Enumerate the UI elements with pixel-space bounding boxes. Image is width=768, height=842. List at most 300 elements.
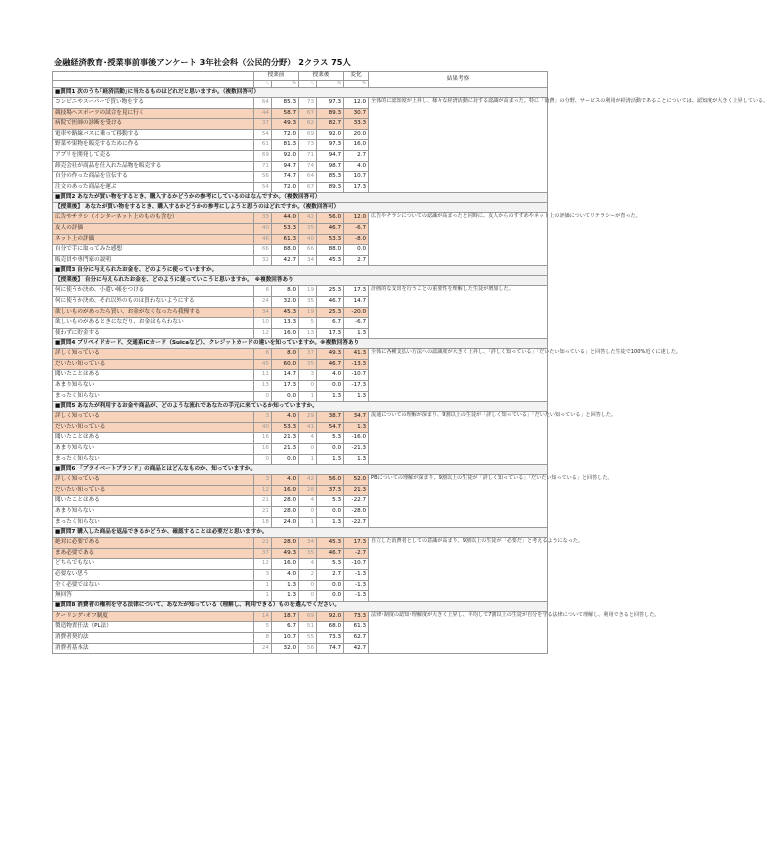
- answer-label: アプリを開発して売る: [53, 150, 254, 161]
- change-value: 1.3: [344, 422, 369, 433]
- answer-label: 注文のあった商品を運ぶ: [53, 182, 254, 193]
- post-percent: 45.3: [317, 255, 344, 266]
- change-value: 30.7: [344, 108, 369, 119]
- post-percent: 4.0: [317, 370, 344, 381]
- pre-count: 71: [254, 161, 272, 172]
- post-count: 42: [299, 213, 317, 224]
- pre-count: 54: [254, 129, 272, 140]
- question-row: [53, 601, 548, 611]
- pre-percent: 88.0: [272, 245, 299, 256]
- pre-count: 1: [254, 591, 272, 602]
- question-text: ■質問4 プリペイドカード、交通系ICカード（Suicaなど）、クレジットカードの違いを知っていますか。※複数回答あり: [53, 339, 548, 349]
- pre-count: 34: [254, 307, 272, 318]
- post-count: 0: [299, 580, 317, 591]
- change-value: 61.3: [344, 622, 369, 633]
- change-value: 62.7: [344, 632, 369, 643]
- post-percent: 0.0: [317, 444, 344, 455]
- pre-count: 40: [254, 422, 272, 433]
- header-change: 変化: [344, 72, 369, 81]
- pre-count: 44: [254, 108, 272, 119]
- pre-percent: 60.0: [272, 359, 299, 370]
- pre-count: 5: [254, 622, 272, 633]
- answer-label: 詳しく知っている: [53, 475, 254, 486]
- post-percent: 5.3: [317, 559, 344, 570]
- change-value: -20.0: [344, 307, 369, 318]
- change-value: 0.0: [344, 245, 369, 256]
- pre-percent: 32.0: [272, 643, 299, 654]
- post-count: 56: [299, 643, 317, 654]
- answer-label: まあ必要である: [53, 548, 254, 559]
- question-row: [53, 203, 548, 213]
- pre-percent: 42.7: [272, 255, 299, 266]
- answer-label: だいたい知っている: [53, 422, 254, 433]
- question-text: ■質問7 購入した商品を返品できるかどうか、確認することは必要だと思いますか。: [53, 528, 548, 538]
- pre-count: 54: [254, 182, 272, 193]
- answer-label: 競技場へスポーツの試合を見に行く: [53, 108, 254, 119]
- post-percent: 53.3: [317, 234, 344, 245]
- answer-label: 消費者基本法: [53, 643, 254, 654]
- post-count: 73: [299, 140, 317, 151]
- answer-label: 詳しく知っている: [53, 349, 254, 360]
- question-text: ■質問3 自分に与えられたお金を、どのように使っていますか。: [53, 266, 548, 276]
- survey-results-table: [52, 71, 768, 654]
- post-percent: 46.7: [317, 296, 344, 307]
- change-value: -16.0: [344, 433, 369, 444]
- post-percent: 46.7: [317, 359, 344, 370]
- answer-label: 欲しいものがあったら買い、お金がなくなったら我慢する: [53, 307, 254, 318]
- post-count: 0: [299, 507, 317, 518]
- pre-percent: 4.0: [272, 569, 299, 580]
- post-count: 29: [299, 412, 317, 423]
- pre-percent: 6.7: [272, 622, 299, 633]
- table-row: [53, 349, 548, 360]
- post-count: 71: [299, 150, 317, 161]
- pre-percent: 28.0: [272, 496, 299, 507]
- post-percent: 88.0: [317, 245, 344, 256]
- pre-count: 69: [254, 150, 272, 161]
- table-body: [53, 88, 768, 654]
- table-row: [53, 98, 548, 109]
- post-percent: 17.3: [317, 328, 344, 339]
- post-count: 67: [299, 182, 317, 193]
- change-value: 73.3: [344, 611, 369, 622]
- post-count: 19: [299, 307, 317, 318]
- pre-percent: 8.0: [272, 286, 299, 297]
- pre-percent: 72.0: [272, 129, 299, 140]
- pre-percent: 24.0: [272, 517, 299, 528]
- pre-percent: 16.0: [272, 328, 299, 339]
- pre-percent: 72.0: [272, 182, 299, 193]
- answer-label: 欲しいものがあるときになだり、お金はもらわない: [53, 318, 254, 329]
- post-percent: 97.3: [317, 98, 344, 109]
- change-value: 34.7: [344, 412, 369, 423]
- answer-label: クーリング･オフ制度: [53, 611, 254, 622]
- pre-percent: 28.0: [272, 538, 299, 549]
- answer-label: まったく知らない: [53, 517, 254, 528]
- post-count: 34: [299, 255, 317, 266]
- answer-label: 自分の作った商品を宣伝する: [53, 172, 254, 183]
- change-value: 17.3: [344, 182, 369, 193]
- post-percent: 37.3: [317, 485, 344, 496]
- table-row: [53, 286, 548, 297]
- post-count: 42: [299, 475, 317, 486]
- pre-count: 37: [254, 119, 272, 130]
- change-value: 14.7: [344, 296, 369, 307]
- header-pre: 授業前: [254, 72, 299, 81]
- pre-count: 12: [254, 328, 272, 339]
- question-row: [53, 402, 548, 412]
- answer-label: あまり知らない: [53, 507, 254, 518]
- post-percent: 38.7: [317, 412, 344, 423]
- pre-percent: 0.0: [272, 391, 299, 402]
- result-note: 法律･制度の認知･理解度が大きく上昇し、平均して7割以上の生徒が自分を守る法律について理解し、利用できると回答した。: [369, 611, 548, 653]
- question-row: [53, 465, 548, 475]
- answer-label: 聞いたことはある: [53, 496, 254, 507]
- pre-percent: 53.3: [272, 223, 299, 234]
- table-row: [53, 213, 548, 224]
- result-note: 全体に各種支払い方法への認識度が大きく上昇し、「詳しく知っている」「だいたい知っている」と回答した生徒で100%近くに達した。: [369, 349, 548, 402]
- post-count: 0: [299, 381, 317, 392]
- pre-count: 12: [254, 559, 272, 570]
- question-text: ■質問8 消費者の権利を守る法律について、あなたが知っている（理解し、利用できる）ものを選んでください。: [53, 601, 548, 611]
- post-percent: 5.3: [317, 433, 344, 444]
- post-count: 3: [299, 370, 317, 381]
- pre-percent: 61.3: [272, 234, 299, 245]
- header-blank: [53, 72, 254, 81]
- post-count: 35: [299, 359, 317, 370]
- question-row: [53, 193, 548, 203]
- answer-label: 使わずに貯金する: [53, 328, 254, 339]
- post-count: 51: [299, 622, 317, 633]
- pre-percent: 94.7: [272, 161, 299, 172]
- post-percent: 68.0: [317, 622, 344, 633]
- post-percent: 25.3: [317, 286, 344, 297]
- answer-label: 病院で医師の診断を受ける: [53, 119, 254, 130]
- pre-percent: 4.0: [272, 475, 299, 486]
- question-row: [53, 528, 548, 538]
- change-value: -6.7: [344, 318, 369, 329]
- answer-label: ネット上の評価: [53, 234, 254, 245]
- post-count: 1: [299, 391, 317, 402]
- pre-count: 12: [254, 485, 272, 496]
- post-percent: 1.3: [317, 391, 344, 402]
- unit-post-pct: %: [317, 81, 344, 88]
- pre-count: 21: [254, 496, 272, 507]
- pre-count: 3: [254, 475, 272, 486]
- change-value: -2.7: [344, 548, 369, 559]
- pre-count: 6: [254, 286, 272, 297]
- post-count: 69: [299, 611, 317, 622]
- change-value: 42.7: [344, 643, 369, 654]
- pre-percent: 13.3: [272, 318, 299, 329]
- change-value: -8.0: [344, 234, 369, 245]
- pre-percent: 18.7: [272, 611, 299, 622]
- question-text: ■質問5 あなたが利用するお金や商品が、どのような流れであなたの手元に来ているか知っていますか。: [53, 402, 548, 412]
- change-value: -1.3: [344, 591, 369, 602]
- pre-percent: 32.0: [272, 296, 299, 307]
- answer-label: コンビニやスーパーで買い物をする: [53, 98, 254, 109]
- post-percent: 56.0: [317, 475, 344, 486]
- answer-label: 消費者契約法: [53, 632, 254, 643]
- pre-percent: 16.0: [272, 559, 299, 570]
- pre-count: 21: [254, 507, 272, 518]
- pre-percent: 49.3: [272, 119, 299, 130]
- post-count: 1: [299, 517, 317, 528]
- post-count: 0: [299, 444, 317, 455]
- answer-label: 自分で手に取ってみた感想: [53, 245, 254, 256]
- table-row: [53, 611, 548, 622]
- answer-label: 聞いたことはある: [53, 370, 254, 381]
- post-count: 73: [299, 98, 317, 109]
- post-percent: 92.0: [317, 129, 344, 140]
- answer-label: 全く必要ではない: [53, 580, 254, 591]
- pre-percent: 21.3: [272, 433, 299, 444]
- unit-pre-pct: %: [272, 81, 299, 88]
- result-note: 自立した消費者としての意識が高まり、9割以上の生徒が「必要だ」と考えるようになった。: [369, 538, 548, 602]
- post-count: 62: [299, 119, 317, 130]
- post-count: 19: [299, 286, 317, 297]
- post-count: 74: [299, 161, 317, 172]
- answer-label: 電車や路線バスに乗って移動する: [53, 129, 254, 140]
- answer-label: あまり知らない: [53, 381, 254, 392]
- pre-count: 56: [254, 172, 272, 183]
- answer-label: 友人の評価: [53, 223, 254, 234]
- post-count: 13: [299, 328, 317, 339]
- answer-label: 広告やチラシ（インターネット上のものも含む）: [53, 213, 254, 224]
- header-post: 授業後: [299, 72, 344, 81]
- table-row: [53, 538, 548, 549]
- header-row: [53, 72, 548, 81]
- answer-label: まったく知らない: [53, 391, 254, 402]
- change-value: 12.0: [344, 98, 369, 109]
- answer-label: 何に使うか決め、それ以外のものは買わないようにする: [53, 296, 254, 307]
- result-note: PBについての理解が深まり、9割以上の生徒が「詳しく知っている」「だいたい知っている」と回答した。: [369, 475, 548, 528]
- pre-percent: 49.3: [272, 548, 299, 559]
- change-value: 2.7: [344, 255, 369, 266]
- answer-label: 詳しく知っている: [53, 412, 254, 423]
- pre-percent: 1.3: [272, 580, 299, 591]
- post-count: 35: [299, 548, 317, 559]
- post-percent: 5.3: [317, 496, 344, 507]
- pre-percent: 0.0: [272, 454, 299, 465]
- post-count: 67: [299, 108, 317, 119]
- pre-count: 33: [254, 213, 272, 224]
- question-text: ■質問6 「プライベートブランド」の商品とはどんなものか、知っていますか。: [53, 465, 548, 475]
- post-count: 4: [299, 433, 317, 444]
- post-percent: 2.7: [317, 569, 344, 580]
- pre-count: 45: [254, 359, 272, 370]
- change-value: 2.7: [344, 150, 369, 161]
- post-count: 5: [299, 318, 317, 329]
- pre-count: 40: [254, 223, 272, 234]
- pre-percent: 8.0: [272, 349, 299, 360]
- answer-label: 必要ない思う: [53, 569, 254, 580]
- post-percent: 25.3: [317, 307, 344, 318]
- table-row: [53, 412, 548, 423]
- pre-count: 6: [254, 349, 272, 360]
- pre-count: 16: [254, 433, 272, 444]
- post-percent: 0.0: [317, 507, 344, 518]
- pre-count: 13: [254, 381, 272, 392]
- change-value: 41.3: [344, 349, 369, 360]
- change-value: 52.0: [344, 475, 369, 486]
- pre-percent: 45.3: [272, 307, 299, 318]
- change-value: -10.7: [344, 559, 369, 570]
- post-percent: 1.3: [317, 517, 344, 528]
- pre-count: 8: [254, 632, 272, 643]
- pre-percent: 81.3: [272, 140, 299, 151]
- pre-percent: 1.3: [272, 591, 299, 602]
- pre-count: 66: [254, 245, 272, 256]
- change-value: 20.0: [344, 129, 369, 140]
- answer-label: 販売員や専門家の説明: [53, 255, 254, 266]
- pre-count: 21: [254, 538, 272, 549]
- question-row: [53, 276, 548, 286]
- change-value: -22.7: [344, 496, 369, 507]
- unit-pre-count: 人: [254, 81, 272, 88]
- change-value: 17.3: [344, 286, 369, 297]
- post-count: 69: [299, 129, 317, 140]
- post-percent: 73.3: [317, 632, 344, 643]
- question-text: ■質問2 あなたが買い物をするとき、購入するかどうかの参考にしているのはなんですか。（複数回答可）: [53, 193, 548, 203]
- answer-label: どちらでもない: [53, 559, 254, 570]
- post-count: 37: [299, 349, 317, 360]
- post-count: 40: [299, 234, 317, 245]
- change-value: 1.3: [344, 391, 369, 402]
- change-value: -1.3: [344, 569, 369, 580]
- change-value: 1.3: [344, 454, 369, 465]
- post-count: 4: [299, 559, 317, 570]
- answer-label: 絶対に必要である: [53, 538, 254, 549]
- pre-count: 3: [254, 412, 272, 423]
- pre-count: 61: [254, 140, 272, 151]
- table-row: [53, 475, 548, 486]
- pre-percent: 92.0: [272, 150, 299, 161]
- change-value: 1.3: [344, 328, 369, 339]
- pre-count: 24: [254, 643, 272, 654]
- question-row: [53, 266, 548, 276]
- post-percent: 89.3: [317, 182, 344, 193]
- answer-label: 卸売会社が商品を仕入れた品物を販売する: [53, 161, 254, 172]
- change-value: -21.3: [344, 444, 369, 455]
- pre-percent: 4.0: [272, 412, 299, 423]
- answer-label: 聞いたことはある: [53, 433, 254, 444]
- question-row: [53, 339, 548, 349]
- post-percent: 98.7: [317, 161, 344, 172]
- post-percent: 89.3: [317, 108, 344, 119]
- pre-count: 11: [254, 370, 272, 381]
- post-count: 35: [299, 223, 317, 234]
- pre-count: 0: [254, 454, 272, 465]
- pre-count: 46: [254, 234, 272, 245]
- question-text: 【授業後】 自分に与えられたお金を、どのように使っていこうと思いますか。 ※複数回答あり: [53, 276, 548, 286]
- pre-count: 10: [254, 318, 272, 329]
- change-value: 33.3: [344, 119, 369, 130]
- pre-percent: 16.0: [272, 485, 299, 496]
- post-count: 4: [299, 496, 317, 507]
- answer-label: 製造物責任法（PL法）: [53, 622, 254, 633]
- post-percent: 54.7: [317, 422, 344, 433]
- pre-count: 16: [254, 444, 272, 455]
- post-count: 41: [299, 422, 317, 433]
- change-value: -1.3: [344, 580, 369, 591]
- answer-label: 野菜や果物を販売するために作る: [53, 140, 254, 151]
- pre-percent: 74.7: [272, 172, 299, 183]
- answer-label: 無回答: [53, 591, 254, 602]
- pre-count: 18: [254, 517, 272, 528]
- pre-count: 1: [254, 580, 272, 591]
- pre-percent: 17.3: [272, 381, 299, 392]
- post-percent: 82.7: [317, 119, 344, 130]
- post-percent: 85.3: [317, 172, 344, 183]
- post-percent: 0.0: [317, 591, 344, 602]
- change-value: -22.7: [344, 517, 369, 528]
- post-percent: 92.0: [317, 611, 344, 622]
- post-percent: 94.7: [317, 150, 344, 161]
- post-percent: 46.7: [317, 223, 344, 234]
- change-value: 17.3: [344, 538, 369, 549]
- result-note: 計画的な支出を行うことの重要性を理解した生徒が増加した。: [369, 286, 548, 339]
- pre-percent: 14.7: [272, 370, 299, 381]
- post-percent: 0.0: [317, 580, 344, 591]
- pre-count: 32: [254, 255, 272, 266]
- question-row: [53, 88, 548, 98]
- post-count: 35: [299, 296, 317, 307]
- post-percent: 6.7: [317, 318, 344, 329]
- pre-percent: 85.3: [272, 98, 299, 109]
- change-value: -13.3: [344, 359, 369, 370]
- pre-percent: 21.3: [272, 444, 299, 455]
- pre-percent: 28.0: [272, 507, 299, 518]
- change-value: -10.7: [344, 370, 369, 381]
- answer-label: 何に使うか決め、小遣い帳をつける: [53, 286, 254, 297]
- pre-percent: 10.7: [272, 632, 299, 643]
- post-percent: 1.3: [317, 454, 344, 465]
- change-value: 12.0: [344, 213, 369, 224]
- pre-count: 37: [254, 548, 272, 559]
- change-value: 4.0: [344, 161, 369, 172]
- post-percent: 46.7: [317, 548, 344, 559]
- result-note: 広告やチラシについての認識が高まったと同時に、友人からのすすめやネット上の評価についてリテラシーが育った。: [369, 213, 548, 266]
- answer-label: あまり知らない: [53, 444, 254, 455]
- pre-percent: 53.3: [272, 422, 299, 433]
- post-percent: 97.3: [317, 140, 344, 151]
- question-text: 【授業後】 あなたが買い物をするとき、購入するかどうかの参考にしようと思うのはどれですか。（複数回答可）: [53, 203, 548, 213]
- post-count: 34: [299, 538, 317, 549]
- document-title: 金融経済教育･授業事前事後アンケート 3年社会科（公民的分野） 2クラス 75人: [54, 57, 351, 67]
- unit-change: %: [344, 81, 369, 88]
- pre-count: 0: [254, 391, 272, 402]
- change-value: 16.0: [344, 140, 369, 151]
- post-percent: 74.7: [317, 643, 344, 654]
- pre-percent: 44.0: [272, 213, 299, 224]
- change-value: -17.3: [344, 381, 369, 392]
- post-percent: 56.0: [317, 213, 344, 224]
- change-value: -6.7: [344, 223, 369, 234]
- post-count: 0: [299, 591, 317, 602]
- change-value: 21.3: [344, 485, 369, 496]
- result-note: 全体的に認知度が上昇し、様々な経済活動に対する認識が高まった。特に「消費」の分野、サービスの利用が経済活動であることについては、認知度が大きく上昇している。: [369, 98, 548, 193]
- post-percent: 45.3: [317, 538, 344, 549]
- post-count: 2: [299, 569, 317, 580]
- post-count: 64: [299, 172, 317, 183]
- header-result: 結果考察: [369, 72, 548, 88]
- post-count: 55: [299, 632, 317, 643]
- question-text: ■質問1 次のうち｢経済活動｣に当たるものはどれだと思いますか。（複数回答可）: [53, 88, 548, 98]
- pre-count: 3: [254, 569, 272, 580]
- post-count: 66: [299, 245, 317, 256]
- unit-blank: [53, 81, 254, 88]
